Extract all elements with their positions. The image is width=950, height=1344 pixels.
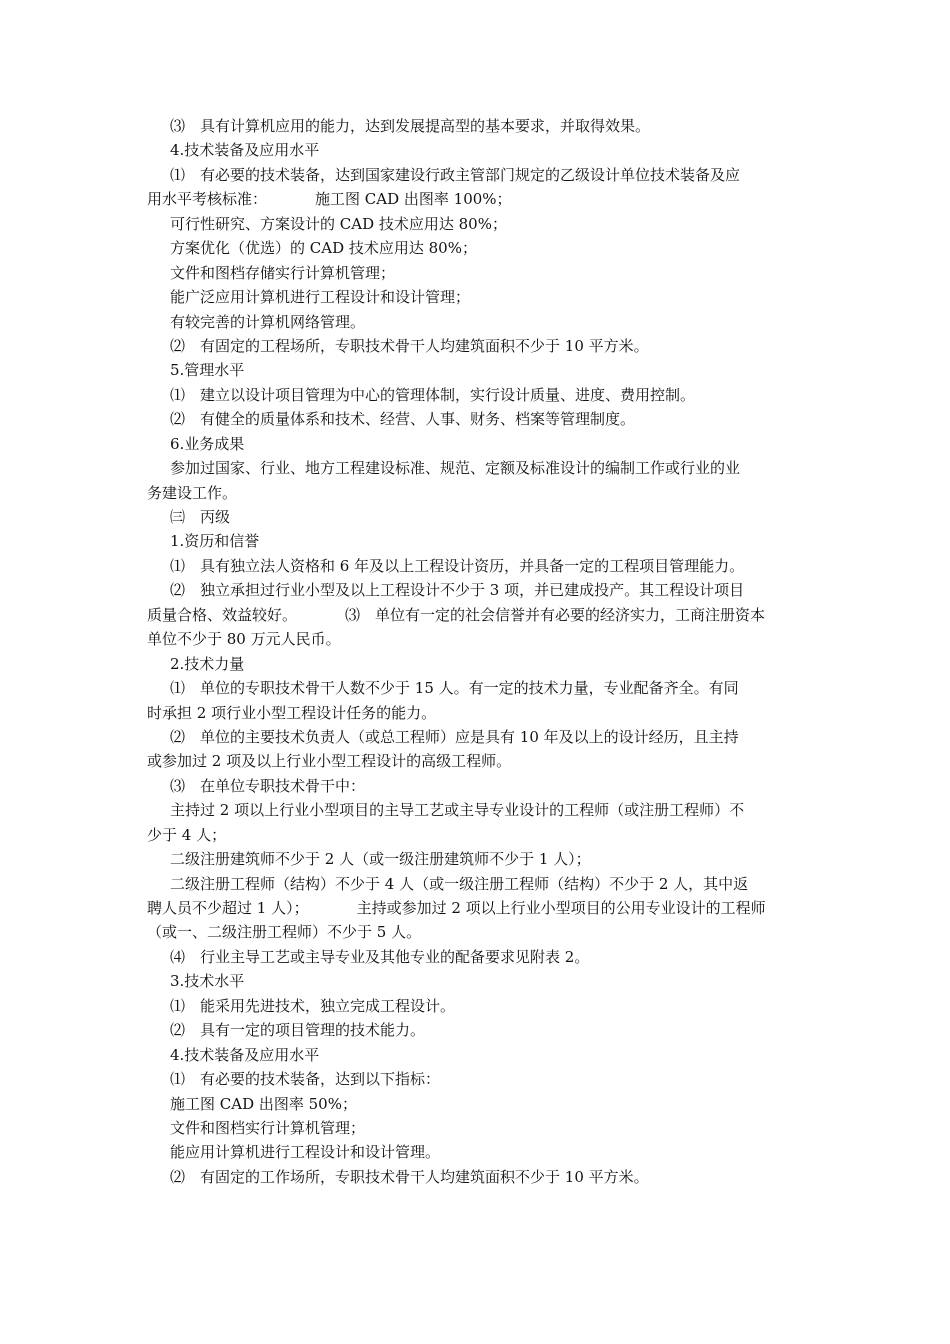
paragraph-line: 主持过 2 项以上行业小型项目的主导工艺或主导专业设计的工程师（或注册工程师）不 [170, 801, 745, 820]
paragraph-line: 可行性研究、方案设计的 CAD 技术应用达 80%； [170, 214, 507, 233]
paragraph-line: 少于 4 人； [147, 825, 227, 844]
paragraph-line: 能广泛应用计算机进行工程设计和设计管理； [170, 288, 471, 307]
text-span: 聘人员不少超过 1 人）； [147, 899, 309, 917]
text-span: 用水平考核标准： [147, 190, 268, 209]
text-span: 施工图 CAD 出图率 100%； [315, 190, 512, 209]
paragraph-line: ⑴ 单位的专职技术骨干人数不少于 15 人。有一定的技术力量，专业配备齐全。有同 [170, 679, 739, 698]
section-heading: 4.技术装备及应用水平 [170, 1045, 320, 1064]
paragraph-line: ⑷ 行业主导工艺或主导专业及其他专业的配备要求见附表 2。 [170, 947, 590, 966]
paragraph-line: ⑵ 有健全的质量体系和技术、经营、人事、财务、档案等管理制度。 [170, 410, 636, 429]
paragraph-line: ⑵ 单位的主要技术负责人（或总工程师）应是具有 10 年及以上的设计经历，且主持 [170, 727, 739, 746]
paragraph-line: 方案优化（优选）的 CAD 技术应用达 80%； [170, 239, 477, 258]
paragraph-line: ⑵ 具有一定的项目管理的技术能力。 [170, 1021, 426, 1040]
paragraph-line [147, 603, 810, 627]
paragraph-line: 文件和图档实行计算机管理； [170, 1118, 366, 1137]
section-heading: 1.资历和信誉 [170, 532, 260, 551]
paragraph-line: ⑴ 建立以设计项目管理为中心的管理体制，实行设计质量、进度、费用控制。 [170, 385, 696, 404]
section-heading: 6.业务成果 [170, 434, 245, 453]
paragraph-line: 有较完善的计算机网络管理。 [170, 312, 366, 331]
section-heading: 5.管理水平 [170, 361, 245, 380]
paragraph-line [147, 187, 810, 211]
paragraph-line: 能应用计算机进行工程设计和设计管理。 [170, 1143, 441, 1162]
paragraph-line: 施工图 CAD 出图率 50%； [170, 1094, 357, 1113]
paragraph-line: ⑵ 有固定的工作场所，专职技术骨干人均建筑面积不少于 10 平方米。 [170, 1167, 649, 1186]
paragraph-line: ⑴ 具有独立法人资格和 6 年及以上工程设计资历，并具备一定的工程项目管理能力。 [170, 556, 745, 575]
paragraph-line: 参加过国家、行业、地方工程建设标准、规范、定额及标准设计的编制工作或行业的业 [170, 459, 741, 478]
document-body [147, 114, 810, 1189]
paragraph-line: （或一、二级注册工程师）不少于 5 人。 [147, 923, 422, 942]
paragraph-line: 二级注册建筑师不少于 2 人（或一级注册建筑师不少于 1 人）； [170, 850, 591, 869]
paragraph-line: 时承担 2 项行业小型工程设计任务的能力。 [147, 703, 437, 722]
paragraph-line: ⑴ 有必要的技术装备，达到以下指标： [170, 1070, 441, 1089]
paragraph-line: ⑵ 有固定的工程场所，专职技术骨干人均建筑面积不少于 10 平方米。 [170, 336, 649, 355]
text-span: ⑶ 单位有一定的社会信誉并有必要的经济实力，工商注册资本 [345, 605, 766, 624]
section-heading: 4.技术装备及应用水平 [170, 141, 320, 160]
paragraph-line [147, 896, 810, 920]
paragraph-line: 单位不少于 80 万元人民币。 [147, 630, 341, 649]
section-heading: 3.技术水平 [170, 972, 245, 991]
paragraph-line: ⑶ 具有计算机应用的能力，达到发展提高型的基本要求，并取得效果。 [170, 117, 651, 135]
paragraph-line: 二级注册工程师（结构）不少于 4 人（或一级注册工程师（结构）不少于 2 人，其中返 [170, 874, 749, 893]
paragraph-line: ⑵ 独立承担过行业小型及以上工程设计不少于 3 项，并已建成投产。其工程设计项目 [170, 581, 745, 600]
section-heading: 2.技术力量 [170, 654, 245, 673]
text-span: 主持或参加过 2 项以上行业小型项目的公用专业设计的工程师 [356, 899, 766, 917]
paragraph-line: 或参加过 2 项及以上行业小型工程设计的高级工程师。 [147, 752, 512, 771]
paragraph-line: ⑴ 能采用先进技术，独立完成工程设计。 [170, 996, 456, 1015]
paragraph-line: 文件和图档存储实行计算机管理； [170, 263, 396, 282]
paragraph-line: ⑶ 在单位专职技术骨干中： [170, 776, 366, 795]
section-heading: ㈢ 丙级 [170, 508, 231, 526]
paragraph-line: 务建设工作。 [147, 483, 238, 502]
paragraph-line: ⑴ 有必要的技术装备，达到国家建设行政主管部门规定的乙级设计单位技术装备及应 [170, 165, 741, 184]
text-span: 质量合格、效益较好。 [147, 605, 298, 624]
